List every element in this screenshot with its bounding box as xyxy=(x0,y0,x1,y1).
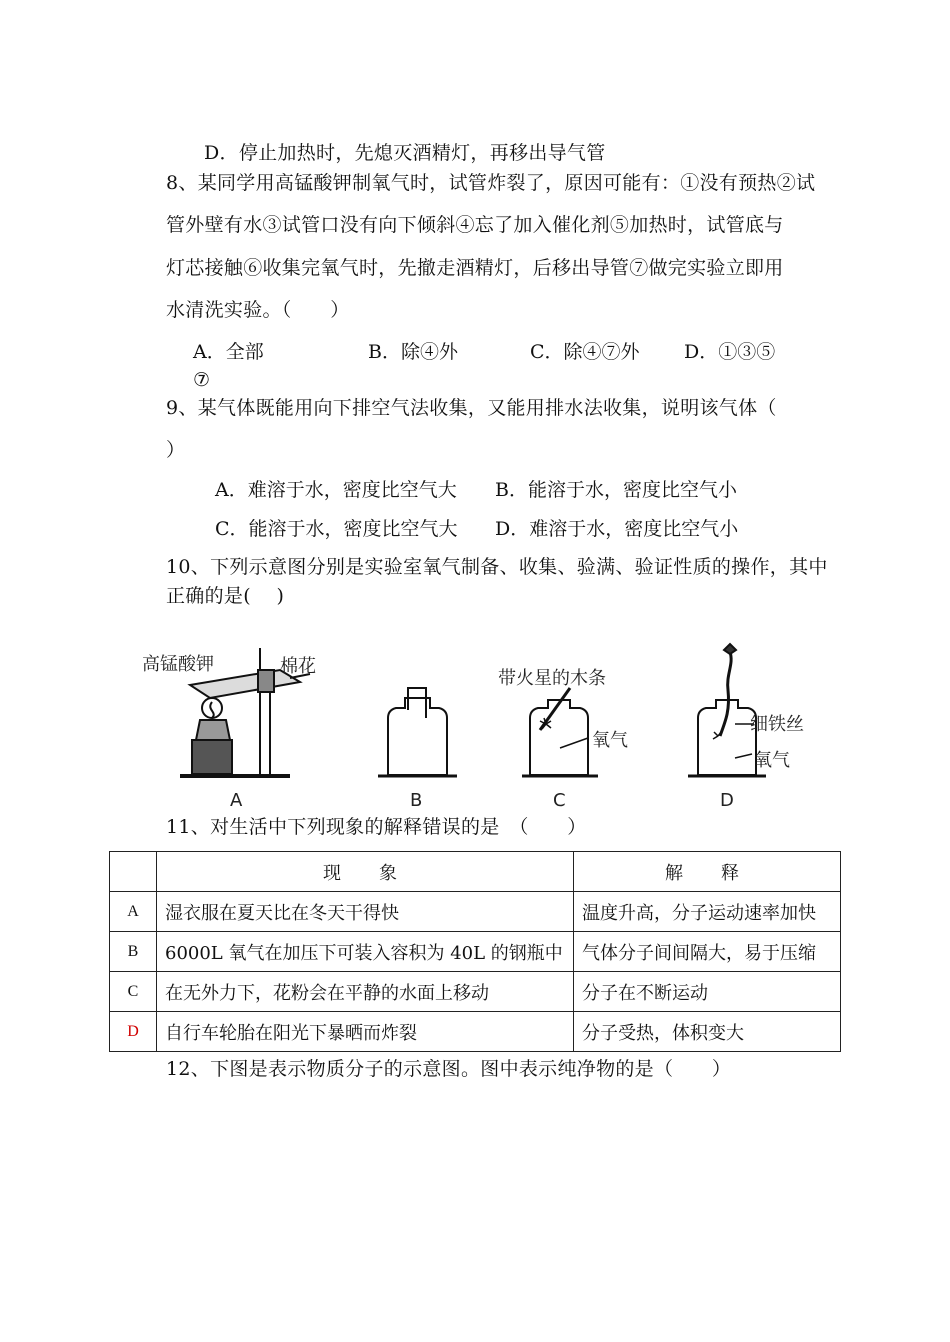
q8-option-d-cont: ⑦ xyxy=(193,369,211,391)
q8-line-2: 管外壁有水③试管口没有向下倾斜④忘了加入催化剂⑤加热时，试管底与 xyxy=(166,214,784,236)
figure-letter-c: C xyxy=(553,790,566,811)
table-header-row xyxy=(110,852,841,892)
table-row xyxy=(110,972,841,1012)
figure-b-gas-bottle xyxy=(378,688,457,776)
q8-option-c: C．除④⑦外 xyxy=(530,341,640,363)
figure-c-glowing-splint xyxy=(522,688,598,776)
q8-option-b: B．除④外 xyxy=(368,341,458,363)
q7-option-d: D．停止加热时，先熄灭酒精灯，再移出导气管 xyxy=(204,142,606,164)
q9-option-d: D．难溶于水，密度比空气小 xyxy=(495,518,739,540)
row-key: A xyxy=(110,892,157,932)
row-key-highlighted: D xyxy=(110,1012,157,1052)
header-phenomenon: 现 象 xyxy=(157,852,574,892)
q9-line-2: ） xyxy=(166,439,186,461)
figure-letter-b: B xyxy=(410,790,423,811)
q11-title: 11、对生活中下列现象的解释错误的是 （ ） xyxy=(166,816,587,838)
row-explanation: 温度升高，分子运动速率加快 xyxy=(574,892,841,932)
table-row xyxy=(110,892,841,932)
label-kmno4: 高锰酸钾 xyxy=(142,654,214,675)
q10-apparatus-figure xyxy=(130,640,810,810)
label-oxygen-d: 氧气 xyxy=(754,750,790,771)
q10-line-2: 正确的是( ) xyxy=(166,585,285,607)
row-phenomenon: 在无外力下，花粉会在平静的水面上移动 xyxy=(157,972,574,1012)
q10-line-1: 10、下列示意图分别是实验室氧气制备、收集、验满、验证性质的操作，其中 xyxy=(166,556,828,578)
label-oxygen-c: 氧气 xyxy=(592,730,628,751)
q9-option-a: A．难溶于水，密度比空气大 xyxy=(215,479,457,501)
row-explanation: 分子在不断运动 xyxy=(574,972,841,1012)
label-cotton: 棉花 xyxy=(280,656,316,677)
row-phenomenon: 6000L 氧气在加压下可装入容积为 40L 的钢瓶中 xyxy=(157,932,574,972)
row-phenomenon: 湿衣服在夏天比在冬天干得快 xyxy=(157,892,574,932)
header-explanation: 解 释 xyxy=(574,852,841,892)
row-phenomenon: 自行车轮胎在阳光下暴晒而炸裂 xyxy=(157,1012,574,1052)
label-iron-wire: 细铁丝 xyxy=(750,714,804,735)
row-explanation: 分子受热，体积变大 xyxy=(574,1012,841,1052)
row-key: B xyxy=(110,932,157,972)
q9-line-1: 9、某气体既能用向下排空气法收集，又能用排水法收集，说明该气体（ xyxy=(166,397,777,419)
q8-line-3: 灯芯接触⑥收集完氧气时，先撤走酒精灯，后移出导管⑦做完实验立即用 xyxy=(166,257,784,279)
q9-option-c: C．能溶于水，密度比空气大 xyxy=(215,518,458,540)
table-row xyxy=(110,1012,841,1052)
figure-letter-a: A xyxy=(230,790,243,811)
row-explanation: 气体分子间间隔大，易于压缩 xyxy=(574,932,841,972)
q11-table xyxy=(109,851,841,1052)
table-row xyxy=(110,932,841,972)
q8-option-d: D．①③⑤ xyxy=(684,341,776,363)
figure-letter-d: D xyxy=(720,790,734,811)
apparatus-drawing xyxy=(130,640,810,810)
q8-line-4: 水清洗实验。（ ） xyxy=(166,299,350,321)
q12-title: 12、下图是表示物质分子的示意图。图中表示纯净物的是（ ） xyxy=(166,1058,732,1080)
header-blank-cell xyxy=(110,852,157,892)
row-key: C xyxy=(110,972,157,1012)
q8-option-a: A．全部 xyxy=(193,341,264,363)
q9-option-b: B．能溶于水，密度比空气小 xyxy=(495,479,737,501)
label-glowing-splint: 带火星的木条 xyxy=(498,668,606,689)
q8-line-1: 8、某同学用高锰酸钾制氧气时，试管炸裂了，原因可能有：①没有预热②试 xyxy=(166,172,816,194)
